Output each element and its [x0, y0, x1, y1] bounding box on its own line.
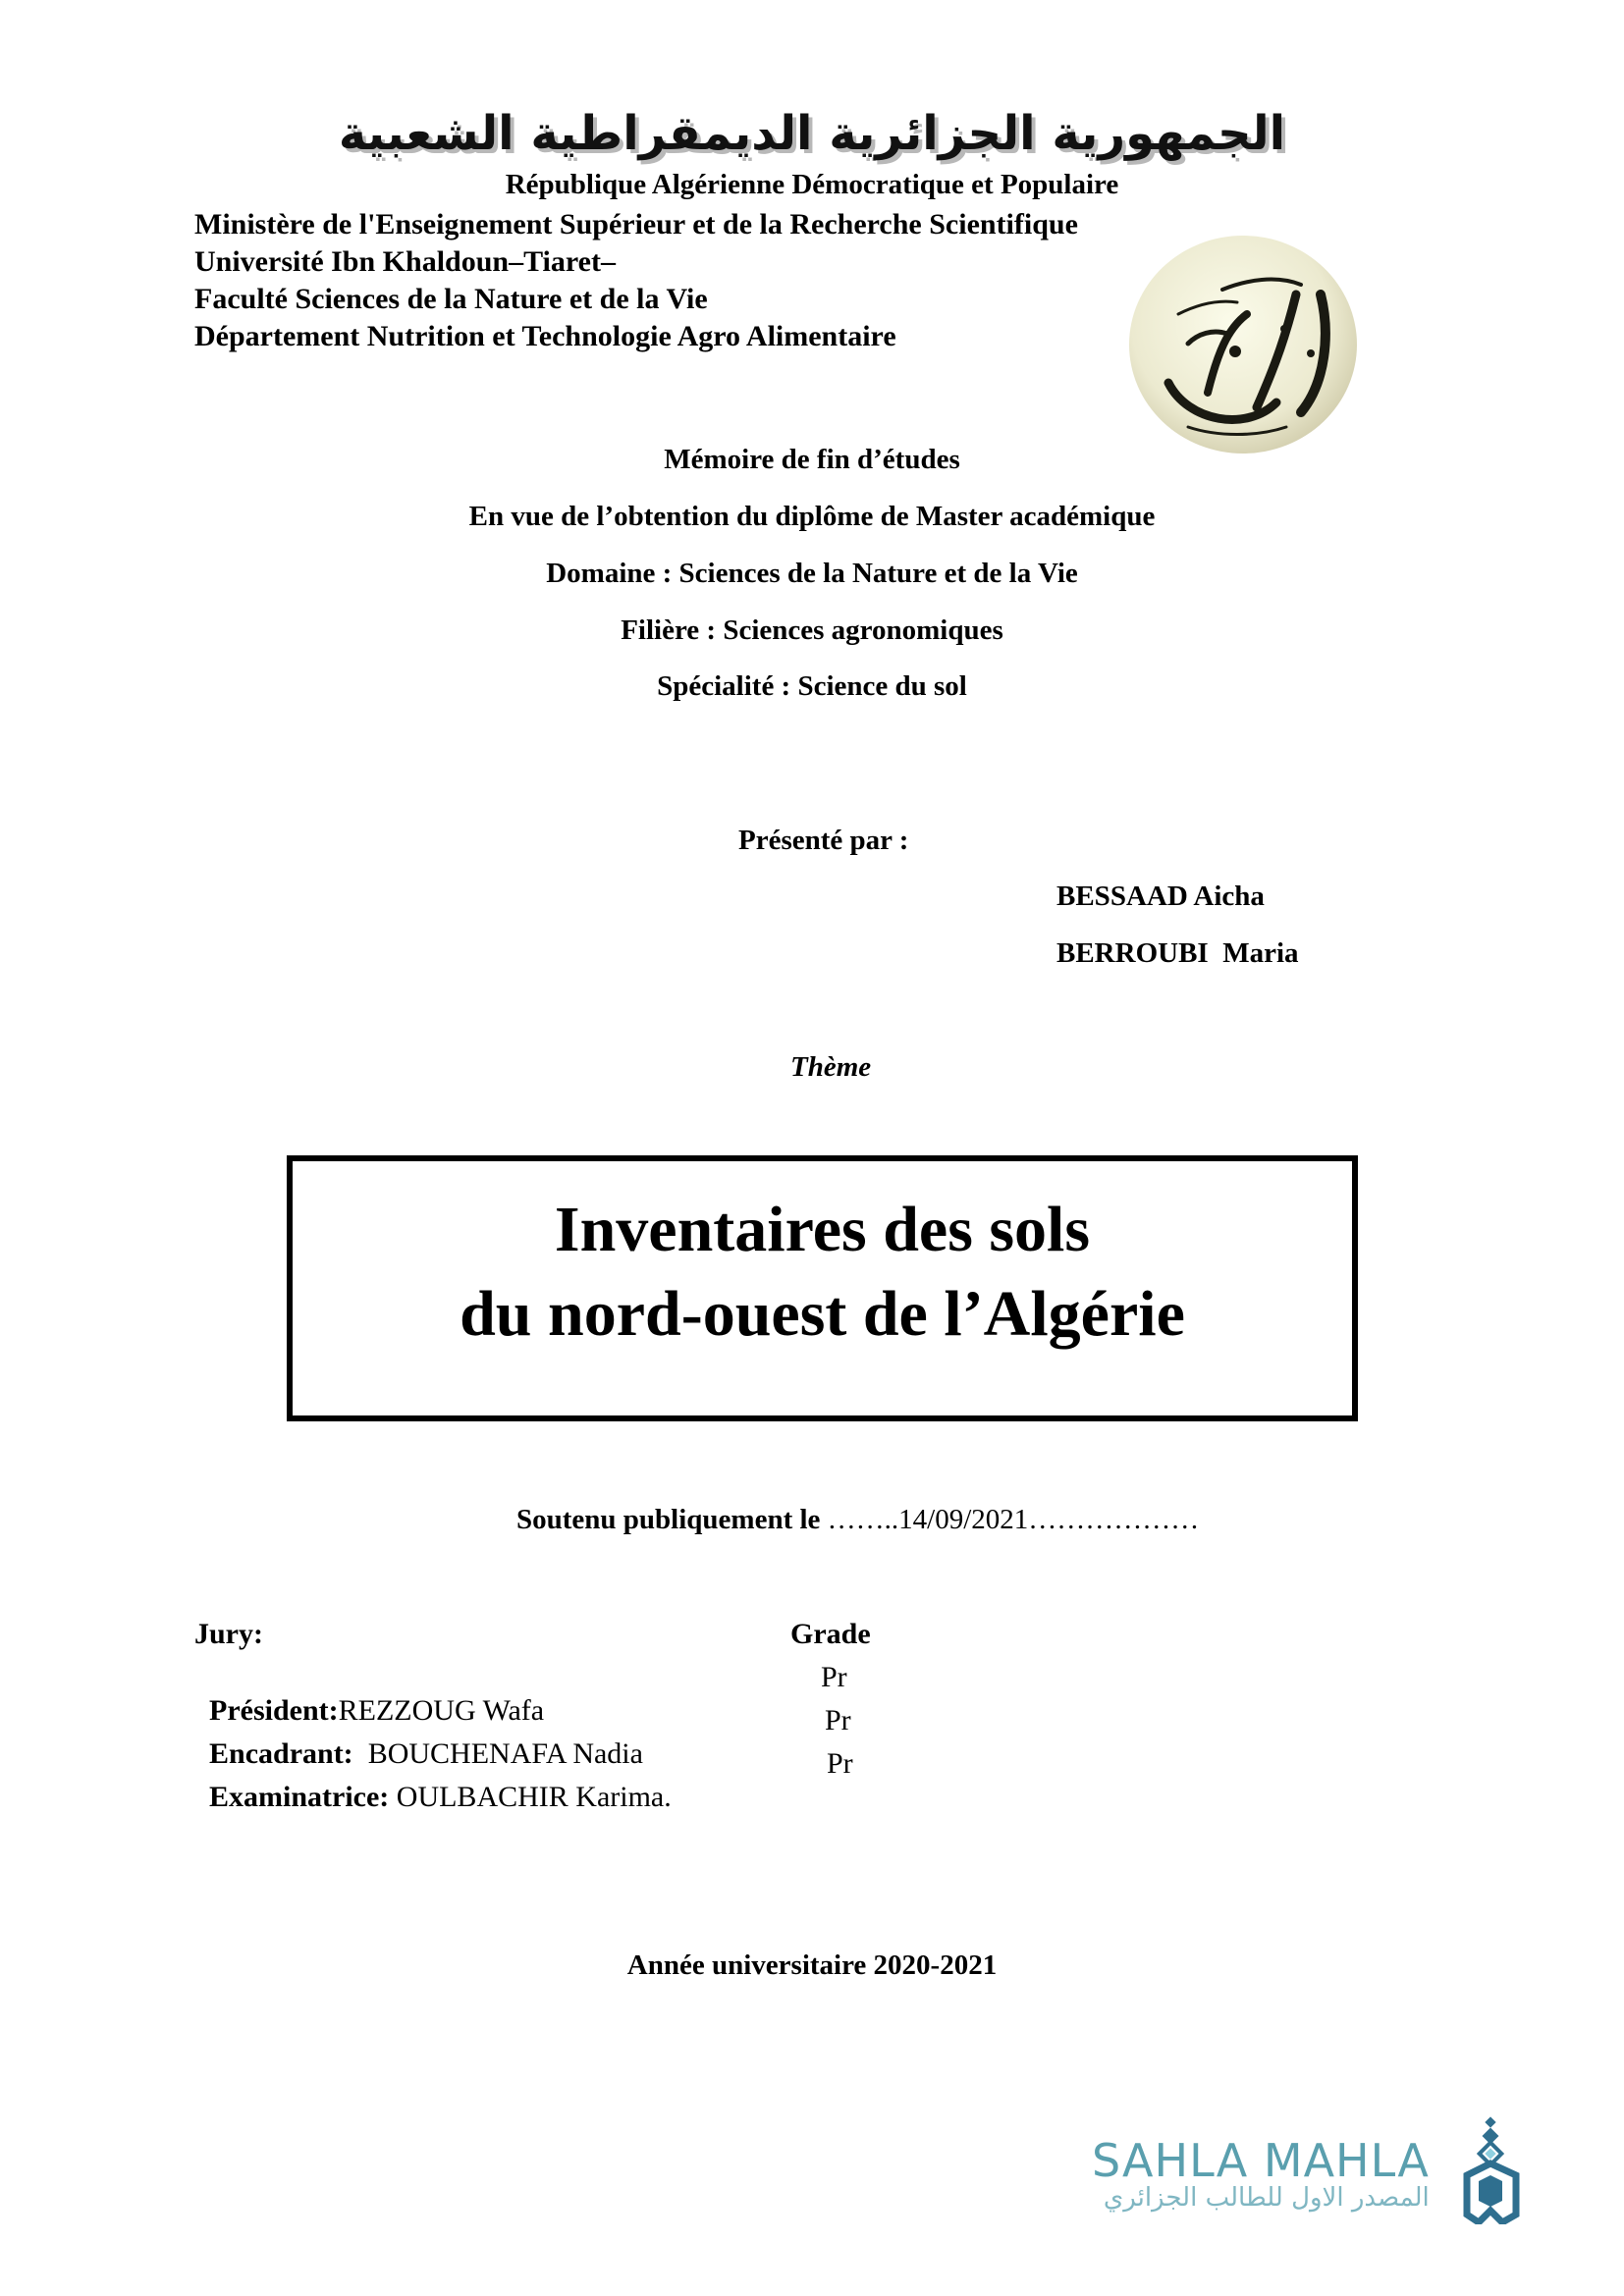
faculty-line: Faculté Sciences de la Nature et de la Vie — [194, 283, 708, 315]
theme-label: Thème — [790, 1051, 872, 1083]
jury-member-name: BOUCHENAFA Nadia — [352, 1737, 643, 1770]
author-name: BERROUBI Maria — [1056, 937, 1299, 969]
thesis-domain: Domaine : Sciences de la Nature et de la Vie — [546, 558, 1078, 589]
jury-label: Jury: — [194, 1618, 263, 1650]
theme-title-line1: Inventaires des sols — [554, 1194, 1091, 1265]
jury-role: Encadrant: — [209, 1737, 353, 1770]
university-line: Université Ibn Khaldoun–Tiaret– — [194, 245, 616, 278]
defense-label: Soutenu publiquement le — [516, 1504, 821, 1535]
thesis-specialite: Spécialité : Science du sol — [657, 670, 967, 702]
department-line: Département Nutrition et Technologie Agro Alimentaire — [194, 320, 896, 352]
watermark-brand: SAHLA MAHLA — [1092, 2134, 1430, 2187]
ministry-line: Ministère de l'Enseignement Supérieur et de la Recherche Scientifique — [194, 208, 1078, 240]
watermark-tagline: المصدر الاول للطالب الجزائري — [1103, 2183, 1430, 2213]
thesis-type: Mémoire de fin d’études — [664, 444, 960, 475]
jury-row-examinatrice — [194, 1747, 672, 1814]
jury-member-name: OULBACHIR Karima. — [389, 1781, 672, 1813]
university-seal-icon — [1129, 236, 1357, 454]
jury-grade: Pr — [825, 1704, 851, 1736]
presented-by-label: Présenté par : — [738, 825, 909, 856]
thesis-filiere: Filière : Sciences agronomiques — [621, 614, 1003, 646]
arabic-republic-title: الجمهورية الجزائرية الديمقراطية الشعبية — [338, 106, 1286, 161]
jury-grade: Pr — [821, 1661, 847, 1693]
jury-member-name: REZZOUG Wafa — [338, 1694, 545, 1727]
author-name: BESSAAD Aicha — [1056, 881, 1265, 912]
theme-title-box — [287, 1155, 1358, 1421]
thesis-purpose: En vue de l’obtention du diplôme de Master académique — [468, 501, 1156, 532]
defense-line — [516, 1504, 1199, 1536]
jury-grade: Pr — [827, 1747, 853, 1780]
theme-title-line2: du nord-ouest de l’Algérie — [460, 1278, 1185, 1350]
sahla-mahla-logo-icon — [1463, 2116, 1520, 2224]
defense-date: ……..14/09/2021……………… — [827, 1504, 1200, 1535]
sahla-mahla-watermark — [1092, 2134, 1430, 2213]
republic-name: République Algérienne Démocratique et Populaire — [505, 169, 1119, 200]
jury-role: Examinatrice: — [209, 1781, 390, 1813]
academic-year: Année universitaire 2020-2021 — [626, 1949, 998, 1981]
grade-label: Grade — [790, 1618, 871, 1650]
jury-role: Président: — [209, 1694, 339, 1727]
